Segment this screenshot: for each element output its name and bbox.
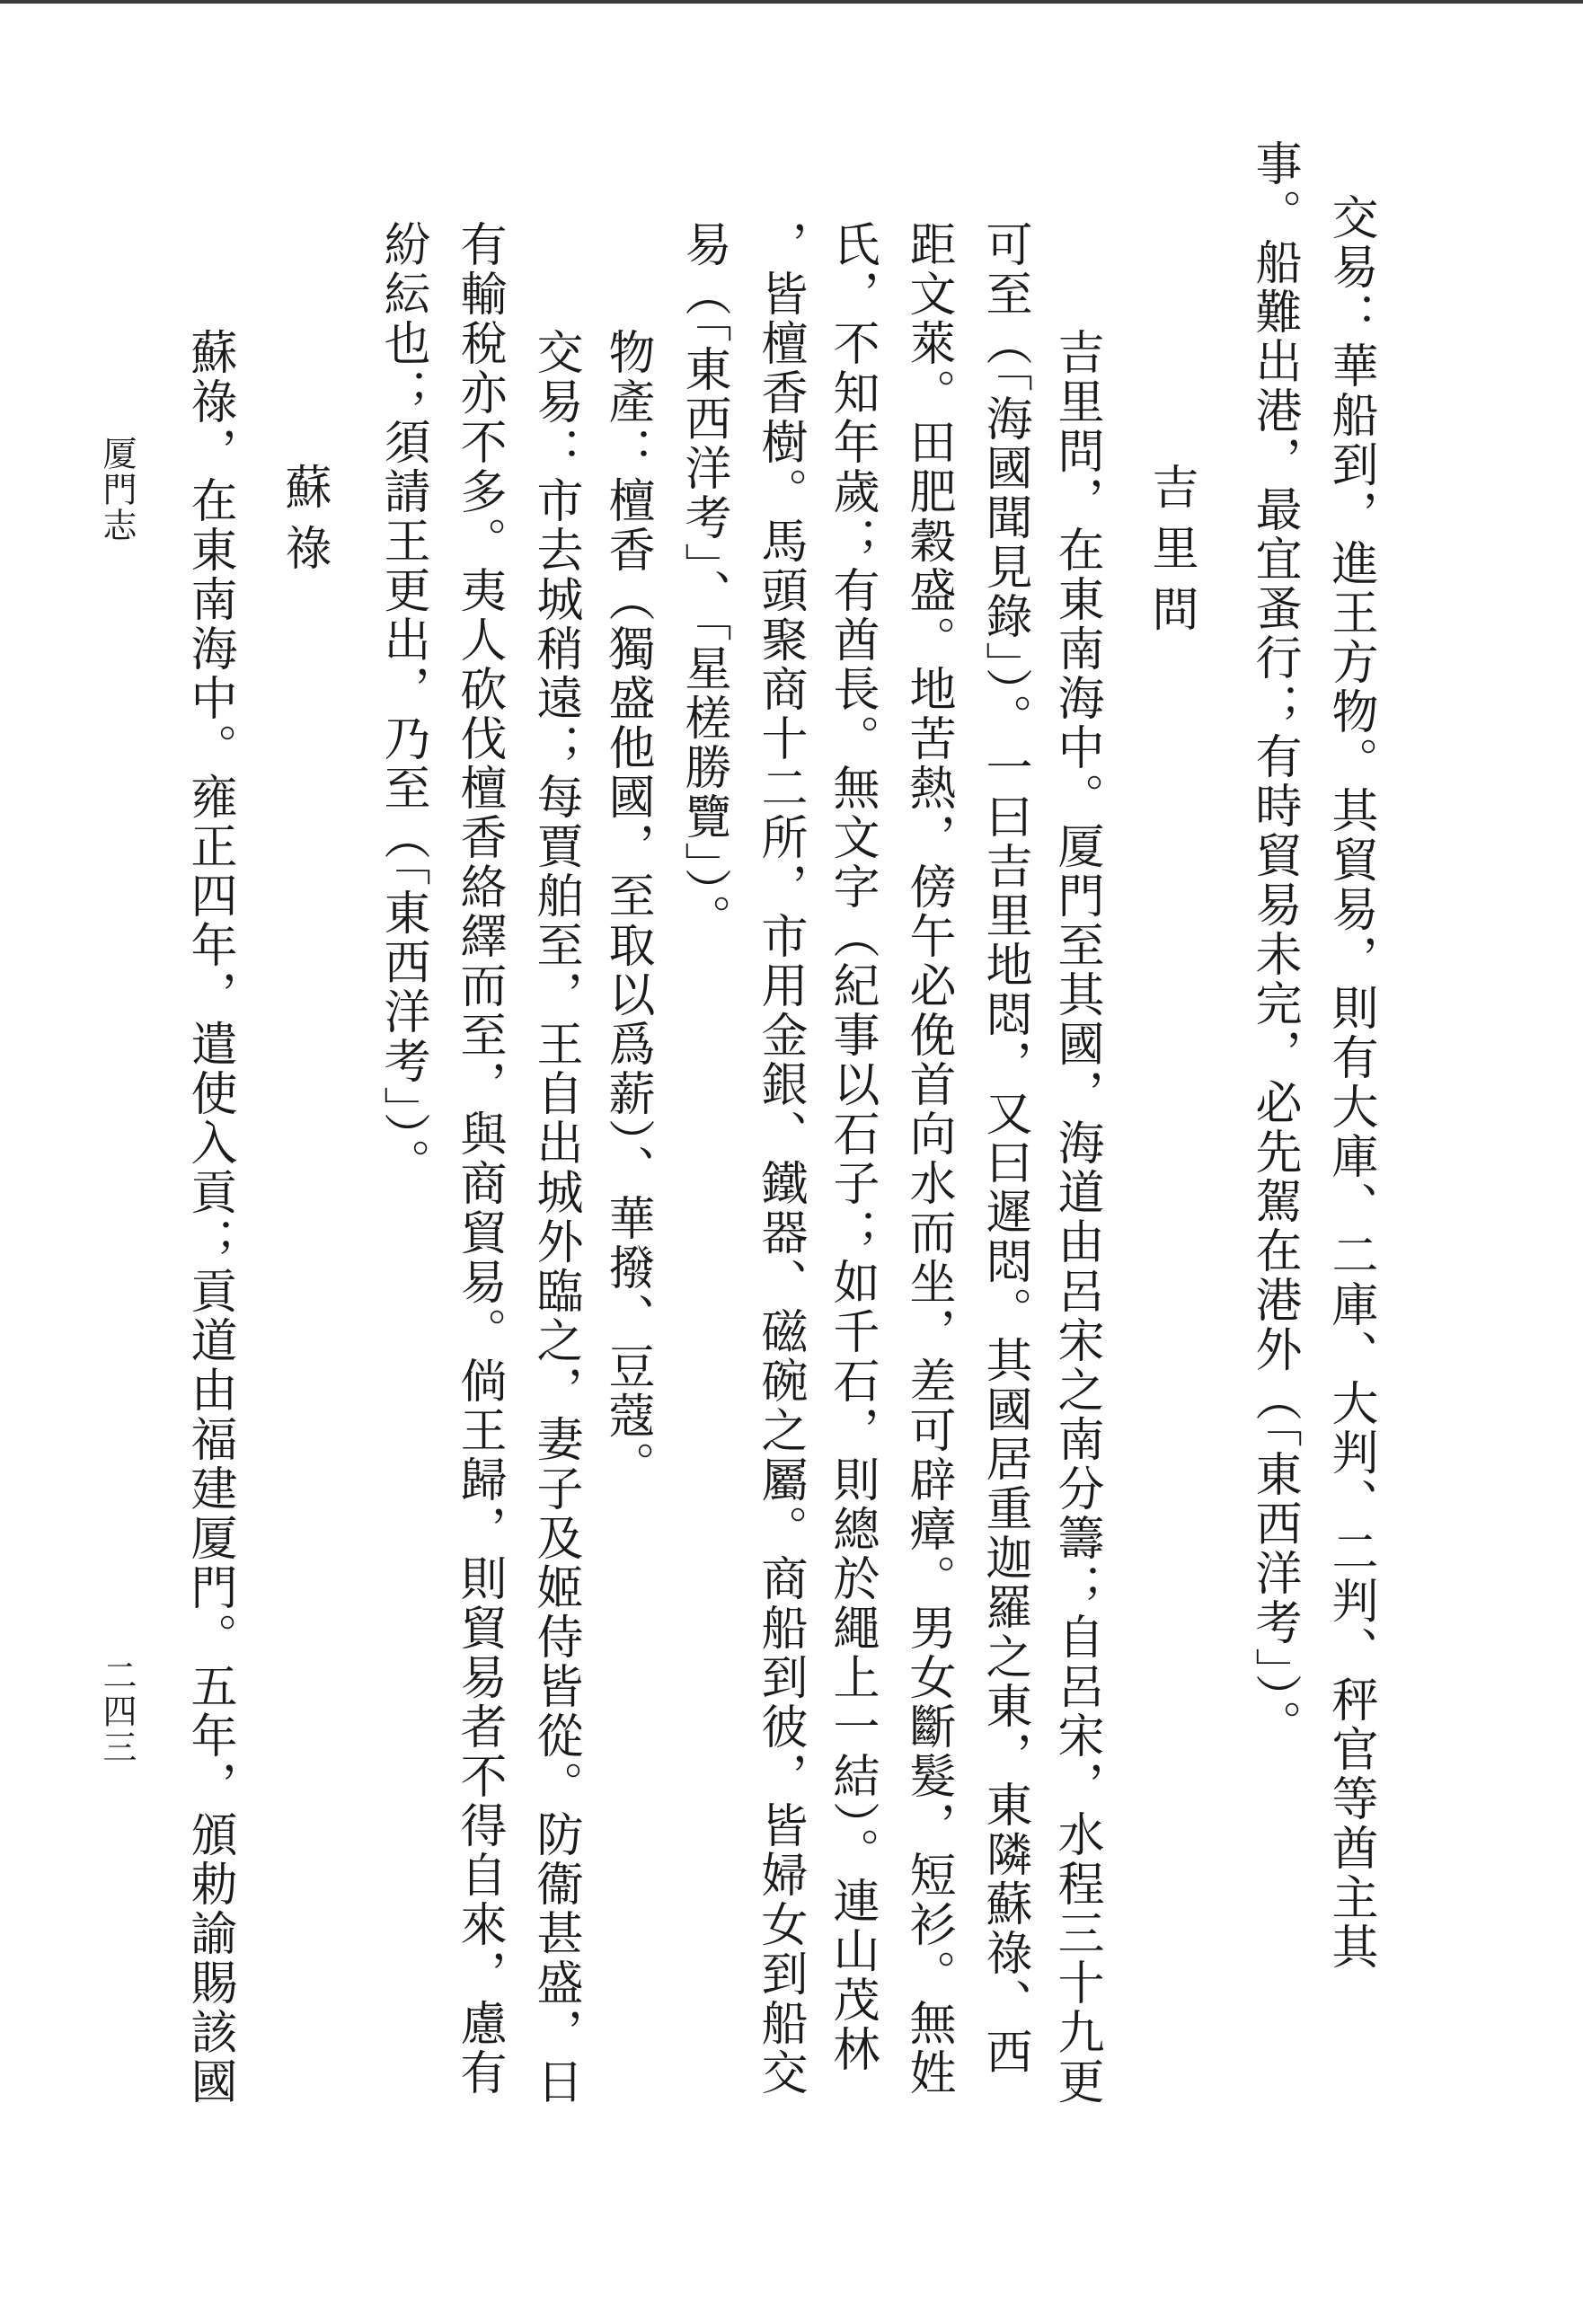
- text-column-9: 易（「東西洋考」、「星槎勝覽」）。: [677, 220, 730, 943]
- text-column-15: 蘇祿，在東南海中。雍正四年，遣使入貢；貢道由福建厦門。五年，頒勅諭賜該國: [182, 328, 236, 2107]
- text-column-10: 物產：檀香（獨盛他國，至取以爲薪）、華撥、豆蔻。: [600, 328, 654, 1490]
- book-title: 厦門志: [97, 436, 137, 543]
- text-column-12: 有輸稅亦不多。夷人砍伐檀香絡繹而至，與商貿易。倘王歸，則貿易者不得自來，慮有: [452, 220, 506, 2098]
- text-column-6: 距文萊。田肥穀盛。地苦熱，傍午必俛首向水而坐，差可辟瘴。男女斷髮，短衫。無姓: [901, 220, 955, 2098]
- text-column-11: 交易：市去城稍遠；每賈舶至，王自出城外臨之，妻子及姬侍皆從。防衞甚盛，日: [528, 328, 582, 2107]
- text-column-2: 事。船難出港，最宜蚤行；有時貿易未完，必先駕在港外（「東西洋考」）。: [1247, 139, 1301, 1749]
- text-column-1: 交易：華船到，進王方物。其貿易，則有大庫、二庫、大判、二判、秤官等酋主其: [1323, 193, 1377, 1972]
- text-column-8: ，皆檀香樹。馬頭聚商十二所，市用金銀、鐵器、磁碗之屬。商船到彼，皆婦女到船交: [753, 220, 807, 2098]
- page-number: 二四三: [97, 1657, 137, 1765]
- section-heading-sulu: 蘇祿: [277, 463, 331, 585]
- text-column-4: 吉里問，在東南海中。厦門至其國，海道由呂宋之南分籌；自呂宋，水程三十九更: [1049, 328, 1103, 2107]
- text-column-13: 紛紜也；須請王更出，乃至（「東西洋考」）。: [376, 220, 429, 1188]
- top-rule: [0, 0, 1583, 4]
- text-column-7: 氏，不知年歲；有酋長。無文字（紀事以石子；如千石，則總於繩上一結）。連山茂林: [825, 220, 879, 2074]
- section-heading-jilimen: 吉里問: [1144, 463, 1198, 646]
- text-column-5: 可至（「海國聞見錄」）。一曰吉里地悶，又曰遲悶。其國居重迦羅之東，東隣蘇祿、西: [977, 220, 1031, 2077]
